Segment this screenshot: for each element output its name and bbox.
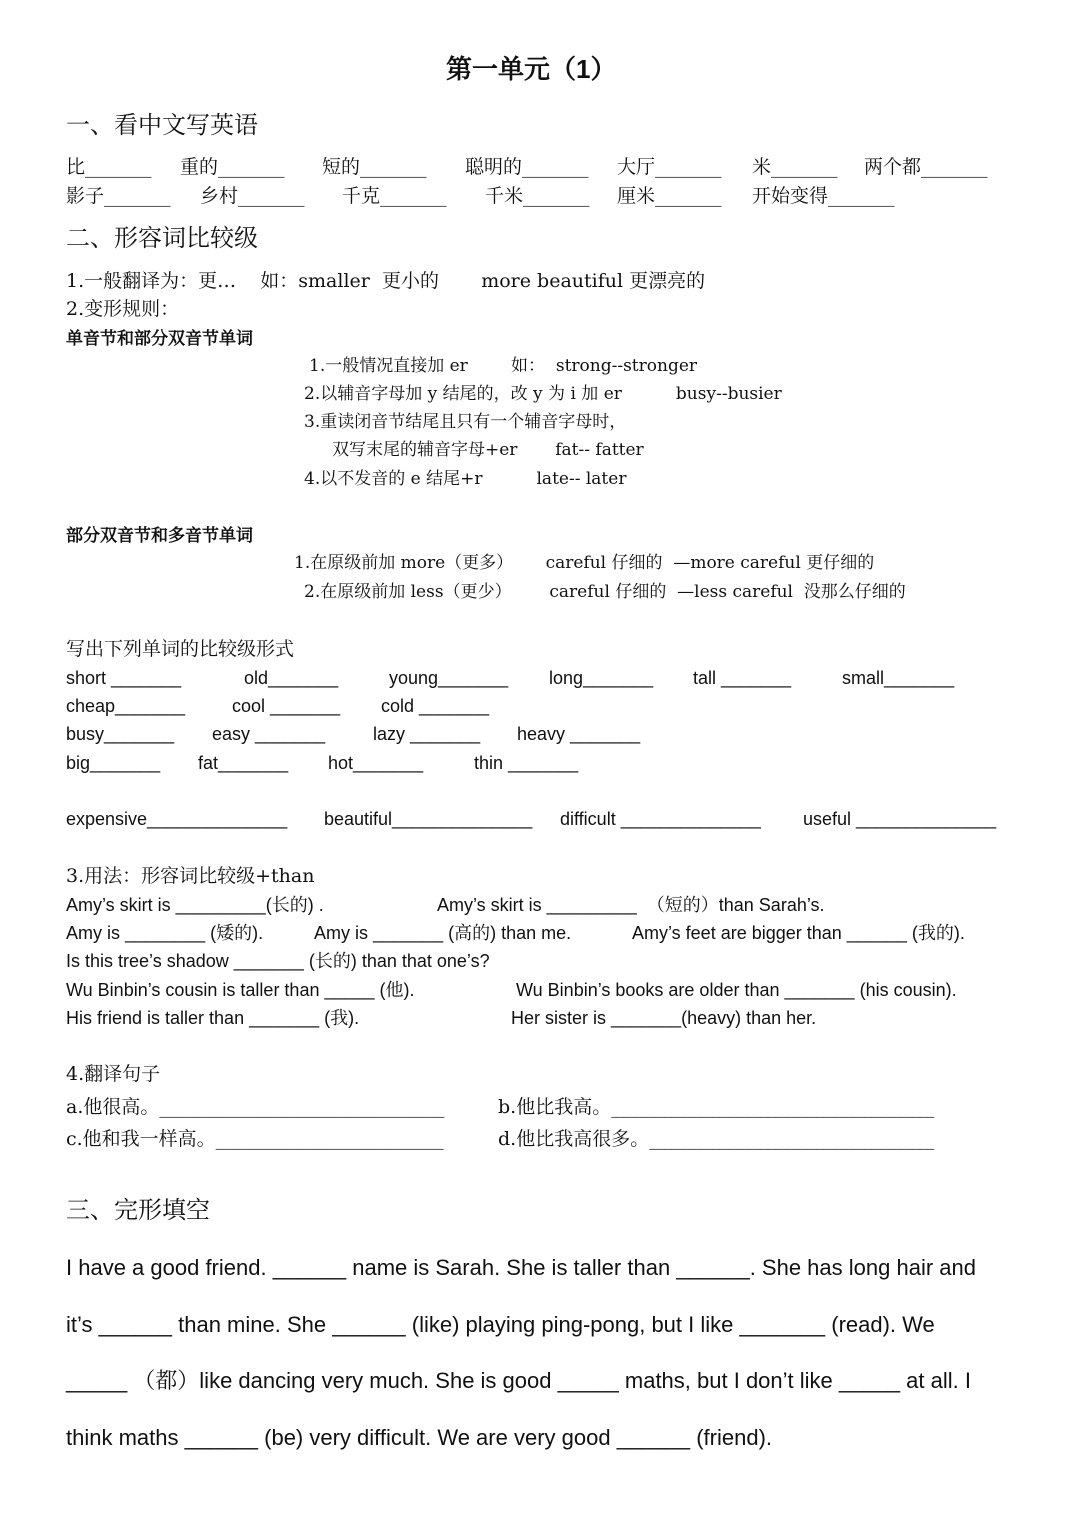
vocab-item: 乡村_______: [200, 185, 305, 207]
usage-sentence: Amy’s skirt is _________(长的) .: [66, 895, 324, 915]
vocab-item: 比_______: [66, 156, 152, 178]
rule-line: 1.在原级前加 more（更多） careful 仔细的 —more careful 更仔细的: [294, 553, 875, 573]
word-item: thin _______: [474, 753, 579, 773]
vocab-item: 短的_______: [322, 156, 427, 178]
section2-heading: 二、形容词比较级: [66, 224, 258, 252]
vocab-item: 大厅_______: [617, 156, 722, 178]
word-item: useful ______________: [803, 809, 997, 829]
word-item: old_______: [244, 668, 339, 688]
cloze-line: I have a good friend. ______ name is Sarah. She is taller than ______. She has long hair and: [66, 1255, 976, 1280]
usage-sentence: Wu Binbin’s cousin is taller than _____ (他).: [66, 980, 415, 1000]
cloze-line: think maths ______ (be) very difficult. We are very good ______ (friend).: [66, 1425, 773, 1450]
word-item: tall _______: [693, 668, 792, 688]
usage-sentence: His friend is taller than _______ (我).: [66, 1008, 360, 1028]
word-item: hot_______: [328, 753, 424, 773]
vocab-item: 千米_______: [485, 185, 590, 207]
vocab-item: 聪明的_______: [465, 156, 589, 178]
usage-sentence: Amy is ________ (矮的).: [66, 923, 264, 943]
usage-sentence: Is this tree’s shadow _______ (长的) than that one’s?: [66, 951, 490, 971]
rule-line: 4.以不发音的 e 结尾+r late-- later: [304, 469, 627, 489]
cloze-line: it’s ______ than mine. She ______ (like) playing ping-pong, but I like _______ (read). We: [66, 1312, 935, 1337]
word-item: short _______: [66, 668, 182, 688]
vocab-item: 千克_______: [342, 185, 447, 207]
usage-heading: 3.用法：形容词比较级+than: [66, 865, 315, 887]
rule-line: 1.一般情况直接加 er 如： strong--stronger: [309, 356, 698, 376]
rule-line: 双写末尾的辅音字母+er fat-- fatter: [332, 440, 644, 460]
vocab-item: 影子_______: [66, 185, 171, 207]
vocab-item: 开始变得_______: [752, 185, 895, 207]
vocab-item: 厘米_______: [617, 185, 722, 207]
word-item: fat_______: [198, 753, 289, 773]
section3-heading: 三、完形填空: [66, 1196, 210, 1224]
word-item: long_______: [549, 668, 654, 688]
word-item: expensive______________: [66, 809, 288, 829]
word-item: difficult ______________: [560, 809, 761, 829]
usage-sentence: Her sister is _______(heavy) than her.: [511, 1008, 817, 1028]
usage-sentence: Amy’s feet are bigger than ______ (我的).: [632, 923, 965, 943]
rule-line: 2.在原级前加 less（更少） careful 仔细的 —less careful 没那么仔细的: [304, 582, 906, 602]
exercise-heading: 写出下列单词的比较级形式: [66, 638, 295, 660]
rule-subheading: 部分双音节和多音节单词: [66, 526, 253, 546]
usage-sentence: Amy is _______ (高的) than me.: [314, 923, 572, 943]
explanation-line: 1.一般翻译为：更… 如：smaller 更小的 more beautiful 更漂亮的: [66, 270, 706, 292]
word-item: young_______: [389, 668, 509, 688]
word-item: busy_______: [66, 724, 175, 744]
word-item: heavy _______: [517, 724, 641, 744]
page-title: 第一单元（1）: [446, 54, 617, 84]
word-item: big_______: [66, 753, 161, 773]
vocab-item: 两个都_______: [864, 156, 988, 178]
vocab-item: 米_______: [752, 156, 838, 178]
translate-heading: 4.翻译句子: [66, 1063, 161, 1085]
translate-item: c.他和我一样高。________________________: [66, 1128, 444, 1150]
usage-sentence: Amy’s skirt is _________ （短的）than Sarah’s.: [437, 895, 825, 915]
rule-subheading: 单音节和部分双音节单词: [66, 329, 253, 349]
word-item: beautiful______________: [324, 809, 533, 829]
vocab-item: 重的_______: [180, 156, 285, 178]
rule-line: 2.以辅音字母加 y 结尾的，改 y 为 i 加 er busy--busier: [304, 384, 782, 404]
word-item: small_______: [842, 668, 955, 688]
section1-heading: 一、看中文写英语: [66, 111, 258, 139]
translate-item: a.他很高。______________________________: [66, 1096, 445, 1118]
usage-sentence: Wu Binbin’s books are older than _______ (his cousin).: [516, 980, 957, 1000]
word-item: lazy _______: [373, 724, 481, 744]
word-item: cool _______: [232, 696, 341, 716]
word-item: easy _______: [212, 724, 326, 744]
word-item: cheap_______: [66, 696, 186, 716]
translate-item: d.他比我高很多。______________________________: [498, 1128, 935, 1150]
cloze-line: _____ （都）like dancing very much. She is good _____ maths, but I don’t like _____ at all. I: [66, 1368, 971, 1393]
rule-line: 3.重读闭音节结尾且只有一个辅音字母时，: [304, 412, 627, 432]
explanation-line: 2.变形规则：: [66, 298, 180, 320]
word-item: cold _______: [381, 696, 490, 716]
translate-item: b.他比我高。__________________________________: [498, 1096, 935, 1118]
